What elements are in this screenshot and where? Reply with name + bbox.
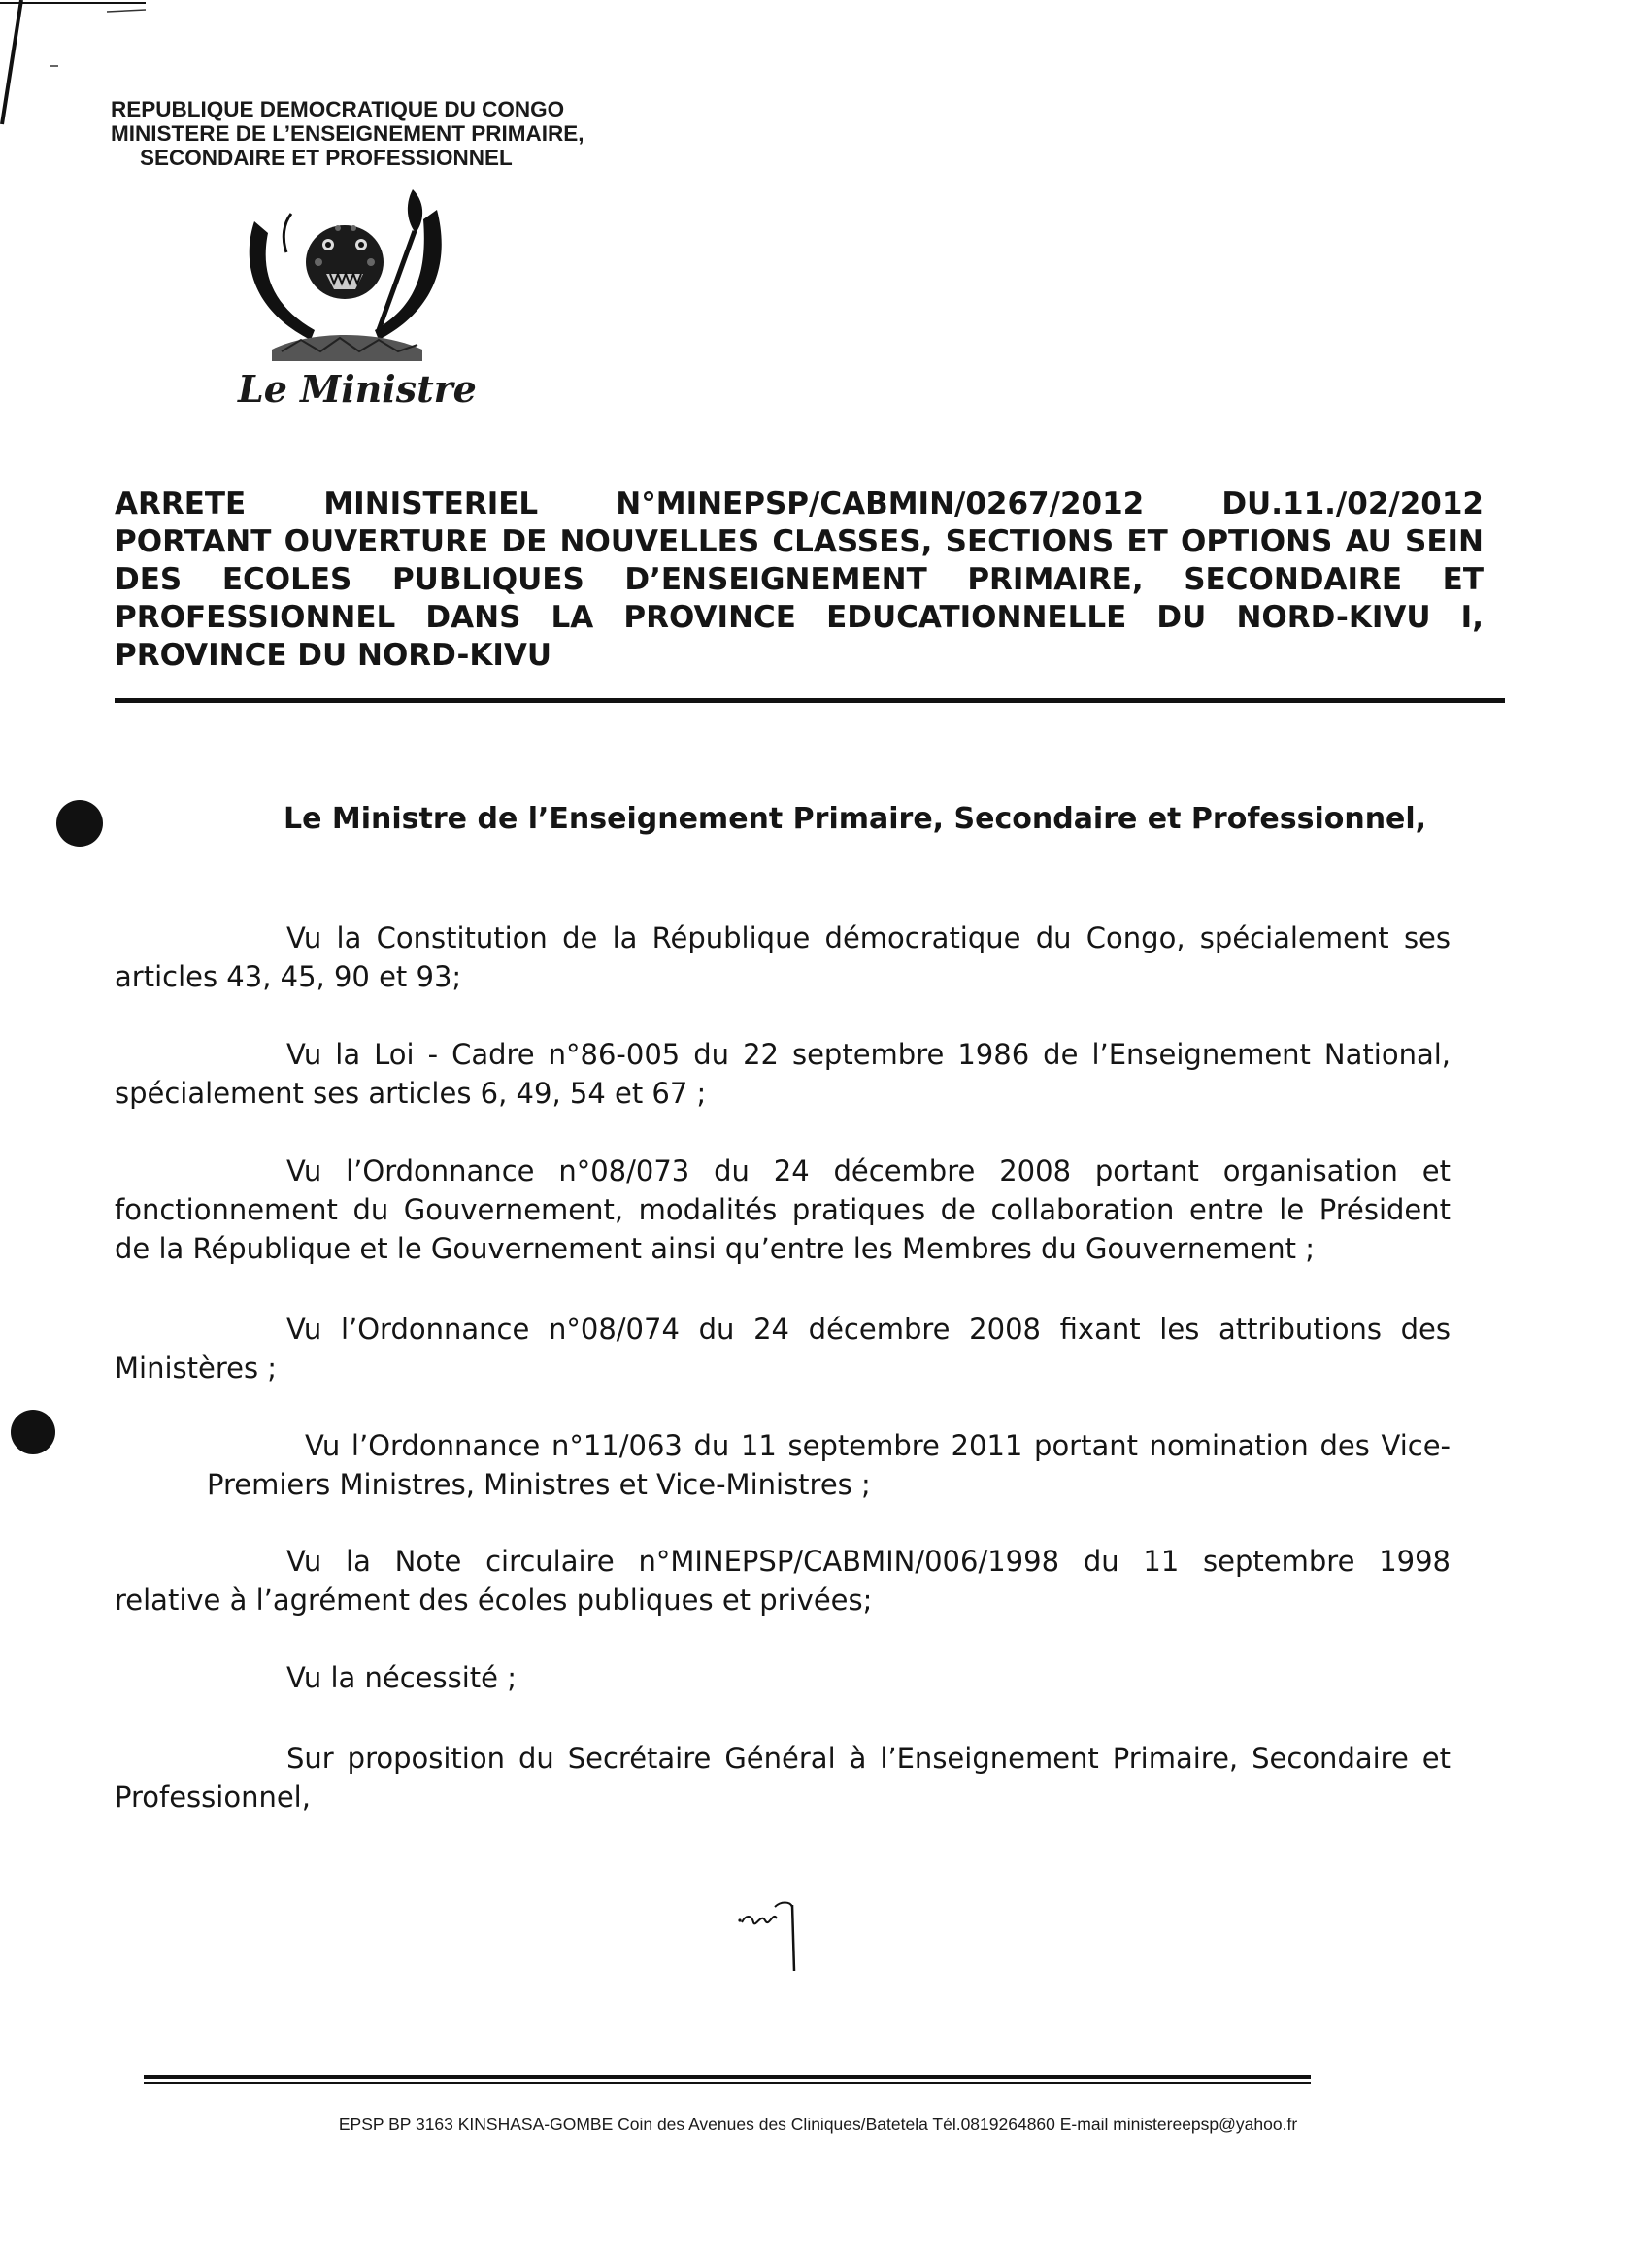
consideration-paragraph	[115, 1658, 1451, 1697]
decree-title	[115, 485, 1484, 675]
minister-heading: Le Ministre de l’Enseignement Primaire, Secondaire et Professionnel,	[284, 802, 1427, 836]
paragraph-line: fonctionnement du Gouvernement, modalités pratiques de collaboration entre le Président	[115, 1193, 1451, 1226]
footer-divider	[144, 2075, 1311, 2079]
decree-title-line: DES ECOLES PUBLIQUES D’ENSEIGNEMENT PRIMAIRE, SECONDAIRE ET	[115, 562, 1484, 597]
footer-divider	[144, 2082, 1311, 2084]
ministry-name-line1: MINISTERE DE L’ENSEIGNEMENT PRIMAIRE,	[111, 121, 584, 146]
paragraph-line: Vu la Note circulaire n°MINEPSP/CABMIN/006/1998 du 11 septembre 1998	[286, 1545, 1451, 1578]
punch-hole-mark	[56, 800, 103, 847]
footer-address: EPSP BP 3163 KINSHASA-GOMBE Coin des Avenues des Cliniques/Batetela Tél.0819264860 E-mail ministereepsp@yahoo.fr	[338, 2115, 1298, 2134]
consideration-paragraph	[115, 1035, 1451, 1113]
paragraph-line: Vu la Constitution de la République démocratique du Congo, spécialement ses	[286, 921, 1451, 954]
paragraph-line: Sur proposition du Secrétaire Général à l’Enseignement Primaire, Secondaire et	[286, 1742, 1451, 1775]
consideration-paragraph	[115, 1310, 1451, 1387]
paragraph-line: relative à l’agrément des écoles publiques et privées;	[115, 1584, 873, 1617]
paragraph-line: Vu l’Ordonnance n°08/073 du 24 décembre 2008 portant organisation et	[286, 1154, 1451, 1187]
letterhead	[111, 97, 713, 170]
coat-of-arms-emblem	[233, 184, 456, 369]
paragraph-line: Professionnel,	[115, 1781, 311, 1814]
consideration-paragraph	[130, 1426, 1451, 1504]
paragraph-line: Vu l’Ordonnance n°11/063 du 11 septembre 2011 portant nomination des Vice-	[305, 1429, 1451, 1462]
consideration-paragraph	[115, 1739, 1451, 1817]
initials-signature	[736, 1893, 823, 1981]
consideration-paragraph	[115, 1542, 1451, 1619]
paragraph-line: articles 43, 45, 90 et 93;	[115, 960, 462, 993]
paragraph-line: de la République et le Gouvernement ainsi qu’entre les Membres du Gouvernement ;	[115, 1232, 1316, 1265]
title-divider	[115, 698, 1505, 703]
paragraph-line: spécialement ses articles 6, 49, 54 et 67 ;	[115, 1077, 707, 1110]
paragraph-line: Ministères ;	[115, 1351, 278, 1384]
decree-title-line: PROFESSIONNEL DANS LA PROVINCE EDUCATIONNELLE DU NORD-KIVU I,	[115, 600, 1484, 635]
punch-hole-mark	[11, 1410, 55, 1454]
paragraph-line: Vu la nécessité ;	[286, 1661, 517, 1694]
decree-title-line: ARRETE MINISTERIEL N°MINEPSP/CABMIN/0267/2012 DU.11./02/2012	[115, 486, 1484, 521]
ministry-name-line2: SECONDAIRE ET PROFESSIONNEL	[140, 146, 513, 170]
paragraph-line: Vu l’Ordonnance n°08/074 du 24 décembre 2008 fixant les attributions des	[286, 1313, 1451, 1346]
paragraph-line: Premiers Ministres, Ministres et Vice-Ministres ;	[207, 1468, 871, 1501]
country-name: REPUBLIQUE DEMOCRATIQUE DU CONGO	[111, 97, 565, 121]
consideration-paragraph	[115, 918, 1451, 996]
paragraph-line: Vu la Loi - Cadre n°86-005 du 22 septembre 1986 de l’Enseignement National,	[286, 1038, 1451, 1071]
decree-title-line: PROVINCE DU NORD-KIVU	[115, 638, 552, 673]
decree-title-line: PORTANT OUVERTURE DE NOUVELLES CLASSES, SECTIONS ET OPTIONS AU SEIN	[115, 524, 1484, 559]
consideration-paragraph	[115, 1151, 1451, 1268]
minister-signature-mark: Le Ministre	[238, 367, 477, 411]
